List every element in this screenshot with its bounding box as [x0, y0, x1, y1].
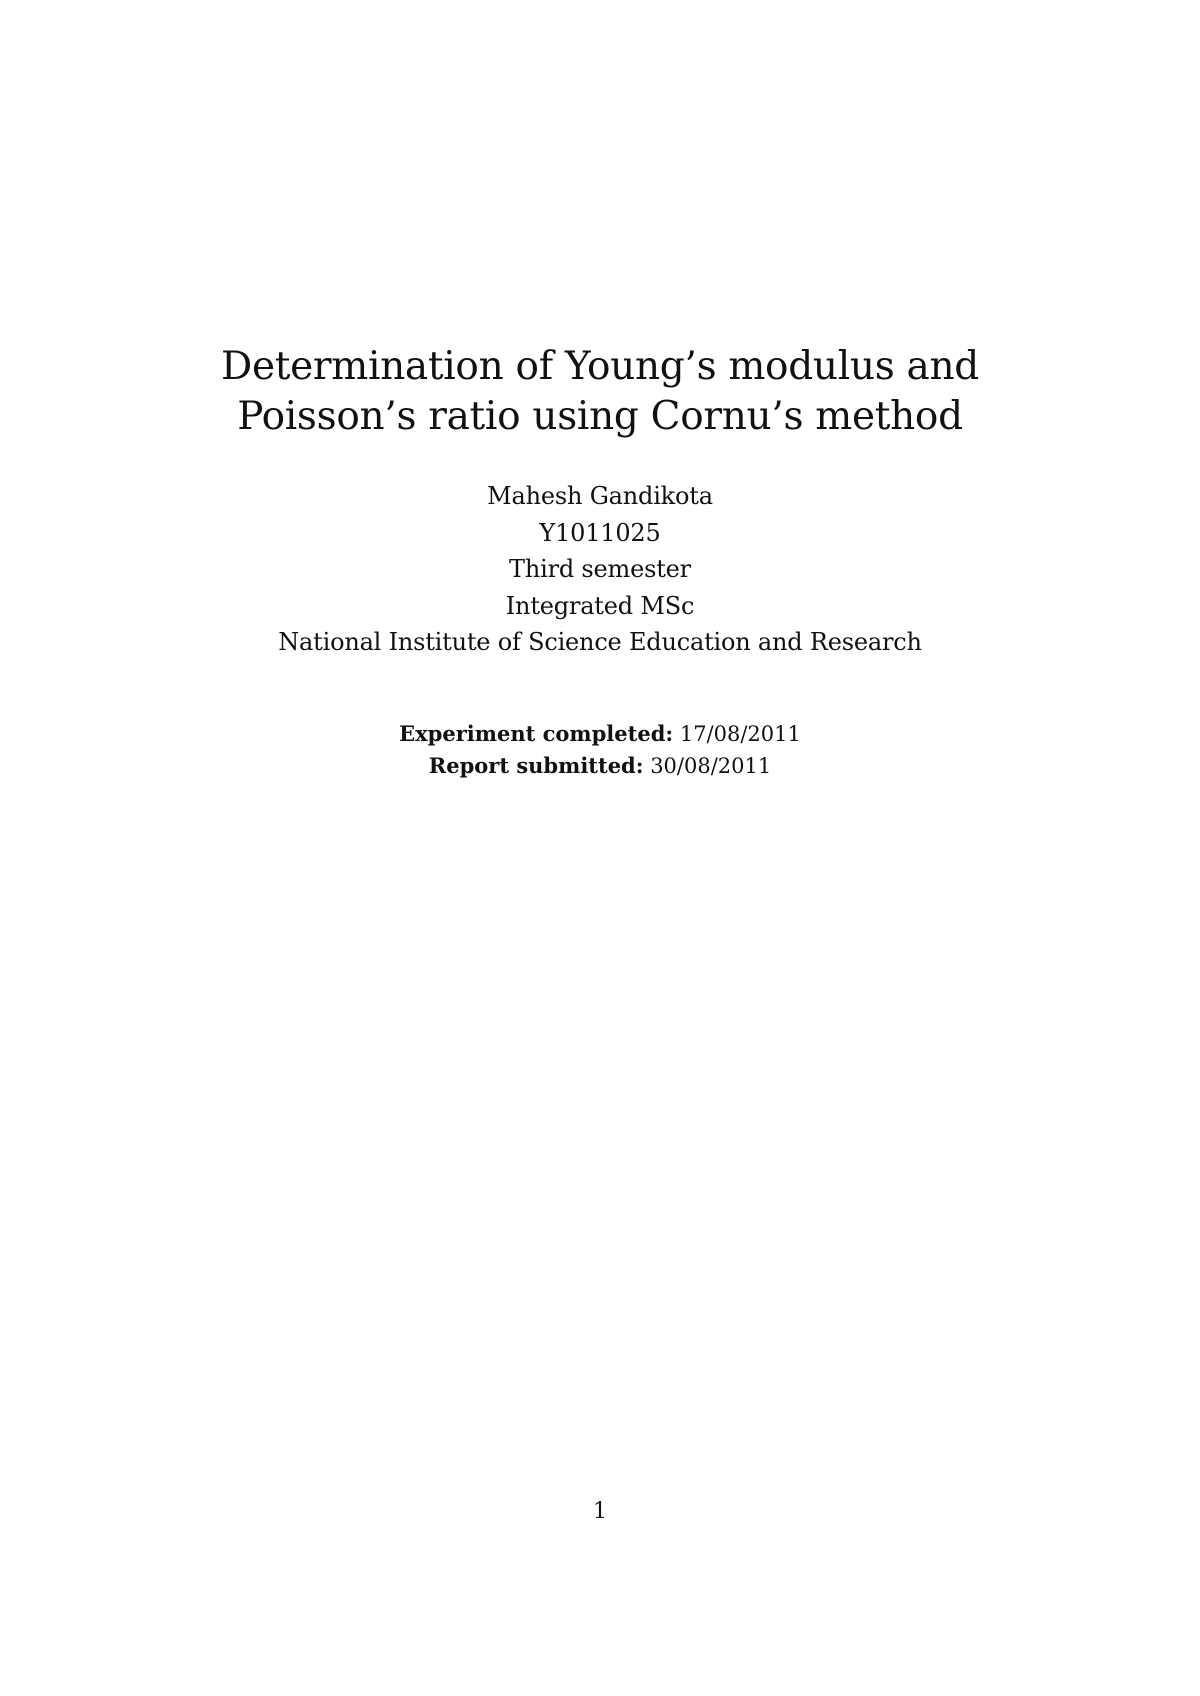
experiment-completed: [0, 718, 1200, 750]
semester: Third semester: [509, 555, 691, 583]
page-number: 1: [593, 1499, 607, 1524]
experiment-completed-value: 17/08/2011: [679, 722, 801, 746]
report-submitted-value: 30/08/2011: [650, 754, 772, 778]
experiment-completed-label: Experiment completed:: [399, 721, 674, 746]
report-submitted-label: Report submitted:: [428, 753, 644, 778]
report-submitted: [0, 750, 1200, 782]
author-info: [0, 478, 1200, 661]
report-dates: [0, 718, 1200, 782]
title-line-2: Poisson’s ratio using Cornu’s method: [237, 394, 963, 439]
roll-number: Y1011025: [539, 518, 661, 547]
title-line-1: Determination of Young’s modulus and: [221, 344, 979, 389]
author-name: Mahesh Gandikota: [487, 482, 713, 510]
program: Integrated MSc: [505, 591, 695, 620]
institute: National Institute of Science Education and Research: [278, 628, 922, 656]
report-title: [0, 342, 1200, 442]
